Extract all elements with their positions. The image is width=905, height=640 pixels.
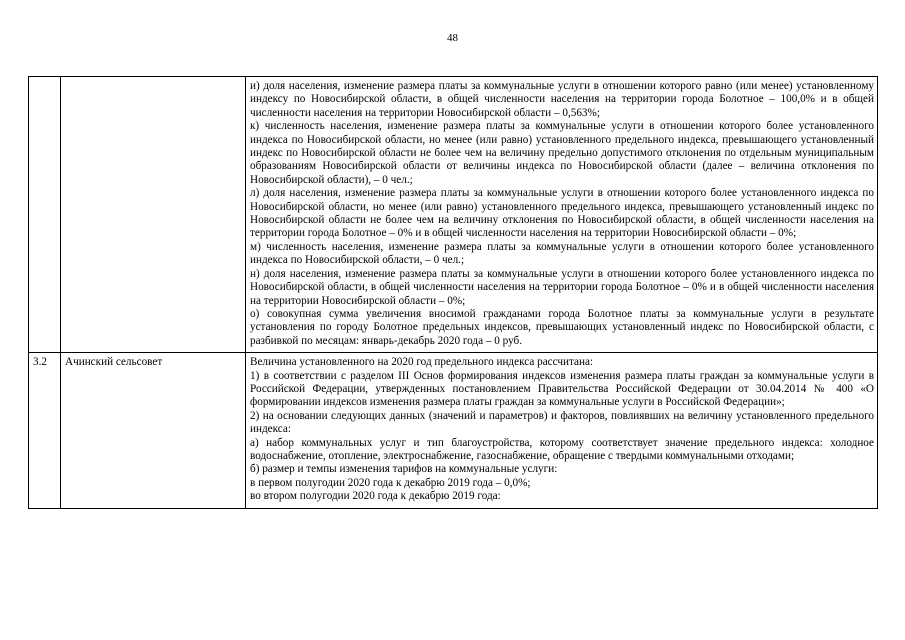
page-number: 48 [447,32,458,44]
row-name-cell [61,77,246,353]
table-row [29,77,878,353]
paragraph: 2) на основании следующих данных (значений и параметров) и факторов, повлиявших на величину установленного предельного индекса: [250,409,874,436]
paragraph: к) численность населения, изменение размера платы за коммунальные услуги в отношении которого более установленного индекса по Новосибирской области, но менее (или равно) установленного предельного индекса, превышающего установленный индекс по Новосибирской области не более чем на величину предельно допустимого отклонения по отдельным муниципальным образованиям Новосибирской области от величины индекса по Новосибирской области (далее – величина отклонения по Новосибирской области), – 0 чел.; [250,120,874,186]
row-number-cell: 3.2 [29,353,61,508]
paragraph: л) доля населения, изменение размера платы за коммунальные услуги в отношении которого более установленного индекса по Новосибирской области, но менее (или равно) установленного предельного индекса, превышающего установленный индекс по Новосибирской области не более чем на величину отклонения по Новосибирской области, в общей численности населения на территории города Болотное – 0% и в общей численности населения на территории Новосибирской области – 0%; [250,187,874,240]
paragraph: м) численность населения, изменение размера платы за коммунальные услуги в отношении которого более установленного индекса по Новосибирской области, – 0 чел.; [250,240,874,267]
row-name-cell: Ачинский сельсовет [61,353,246,508]
paragraph: а) набор коммунальных услуг и тип благоустройства, которому соответствует значение предельного индекса: холодное водоснабжение, отопление, электроснабжение, газоснабжение, обращение с твердыми коммунальными отходами; [250,436,874,462]
paragraph: во втором полугодии 2020 года к декабрю 2019 года: [250,490,501,503]
paragraph: 1) в соответствии с разделом III Основ формирования индексов изменения размера платы граждан за коммунальные услуги в Российской Федерации, утвержденных постановлением Правительства Российской Федерации от 30.04.2014 № 400 «О формировании индексов изменения размера платы граждан за коммунальные услуги в Российской Федерации»; [250,369,874,409]
paragraph: б) размер и темпы изменения тарифов на коммунальные услуги: [250,463,558,476]
row-text-cell [246,353,878,508]
paragraph: в первом полугодии 2020 года к декабрю 2019 года – 0,0%; [250,476,531,489]
document-table [28,76,878,509]
paragraph: н) доля населения, изменение размера платы за коммунальные услуги в отношении которого более установленного индекса по Новосибирской области, в общей численности населения на территории города Болотное – 0% и в общей численности населения на территории Новосибирской области – 0%; [250,267,874,307]
table-row [29,353,878,508]
row-text-cell [246,77,878,353]
row-number-cell [29,77,61,353]
paragraph: о) совокупная сумма увеличения вносимой гражданами города Болотное платы за коммунальные услуги в результате установления по городу Болотное предельных индексов, превышающих установленный индекс по Новосибирской области, с разбивкой по месяцам: январь-декабрь 2020 года – 0 руб. [250,307,874,347]
paragraph: и) доля населения, изменение размера платы за коммунальные услуги в отношении которого равно (или менее) установленному индексу по Новосибирской области, в общей численности населения на территории города Болотное – 100,0% и в общей численности населения на территории Новосибирской области – 0,563%; [250,80,874,119]
paragraph: Величина установленного на 2020 год предельного индекса рассчитана: [250,356,594,369]
